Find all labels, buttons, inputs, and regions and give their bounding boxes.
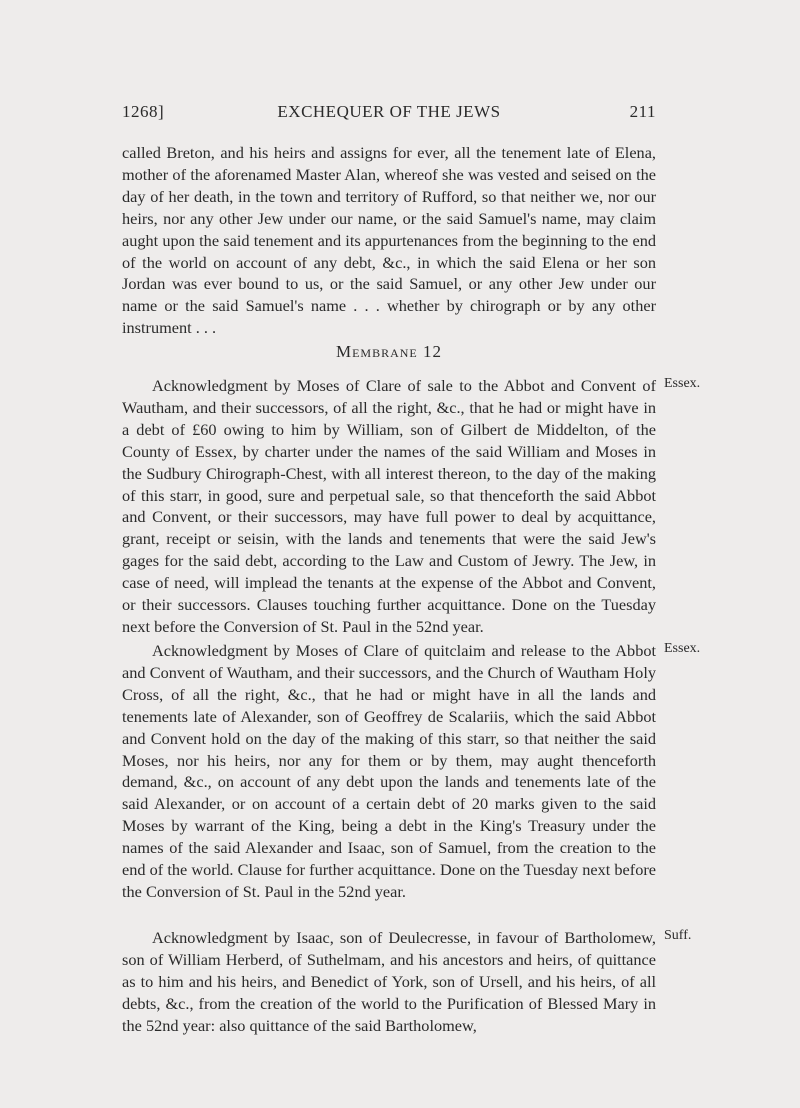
running-head <box>122 102 656 124</box>
page-number: 211 <box>629 102 656 121</box>
margin-note-county: Suff. <box>664 928 692 943</box>
intro-paragraph: called Breton, and his heirs and assigns for ever, all the tenement late of Elena, mother of the aforenamed Master Alan, whereof she was vested and seised on the day of her death, in the town and territory of Rufford, so that neither we, nor our heirs, nor any other Jew under our name, or the said Samuel's name, may claim aught upon the said tenement and its appurtenances from the beginning to the end of the world on account of any debt, &c., in which the said Elena or her son Jordan was ever bound to us, or the said Samuel, or any other Jew under our name or the said Samuel's name . . . whether by chirograph or by any other instrument . . . <box>122 143 656 338</box>
margin-note-county: Essex. <box>664 376 701 391</box>
entry-paragraph: Acknowledgment by Isaac, son of Deulecresse, in favour of Bartholomew, son of William Herberd, of Suthelmam, and his ancestors and heirs, of quittance as to him and his heirs, and Benedict of York, son of Ursell, and his heirs, of all debts, &c., from the creation of the world to the Purification of Blessed Mary in the 52nd year: also quittance of the said Bartholomew, <box>122 928 656 1035</box>
entry-paragraph: Acknowledgment by Moses of Clare of quitclaim and release to the Abbot and Convent of Wautham, and their successors, and the Church of Wautham Holy Cross, of all the right, &c., that he had or might have in all the lands and tenements late of Alexander, son of Geoffrey de Scalariis, which the said Abbot and Convent hold on the day of the making of this starr, so that neither the said Moses, nor his heirs, nor any for them or by them, may aught thenceforth demand, &c., on account of any debt upon the lands and tenements late of the said Alexander, or on account of a certain debt of 20 marks given to the said Moses by warrant of the King, being a debt in the King's Treasury under the names of the said Alexander and Isaac, son of Samuel, from the creation to the end of the world. Clause for further acquittance. Done on the Tuesday next before the Conversion of St. Paul in the 52nd year. <box>122 641 656 901</box>
year-marker: 1268] <box>122 102 165 121</box>
section-heading: Membrane 12 <box>335 342 443 361</box>
running-title: EXCHEQUER OF THE JEWS <box>277 102 501 121</box>
entry-paragraph: Acknowledgment by Moses of Clare of sale to the Abbot and Convent of Wautham, and their successors, of all the right, &c., that he had or might have in a debt of £60 owing to him by William, son of Gilbert de Middelton, of the County of Essex, by charter under the names of the said William and Moses in the Sudbury Chirograph-Chest, with all interest thereon, to the day of the making of this starr, in good, sure and perpetual sale, so that thenceforth the said Abbot and Convent, or their successors, may have full power to deal by acquittance, grant, receipt or seisin, with the lands and tenements that were the said Jew's gages for the said debt, according to the Law and Custom of Jewry. The Jew, in case of need, will implead the tenants at the expense of the Abbot and Convent, or their successors. Clauses touching further acquittance. Done on the Tuesday next before the Conversion of St. Paul in the 52nd year. <box>122 376 656 636</box>
margin-note-county: Essex. <box>664 641 701 656</box>
